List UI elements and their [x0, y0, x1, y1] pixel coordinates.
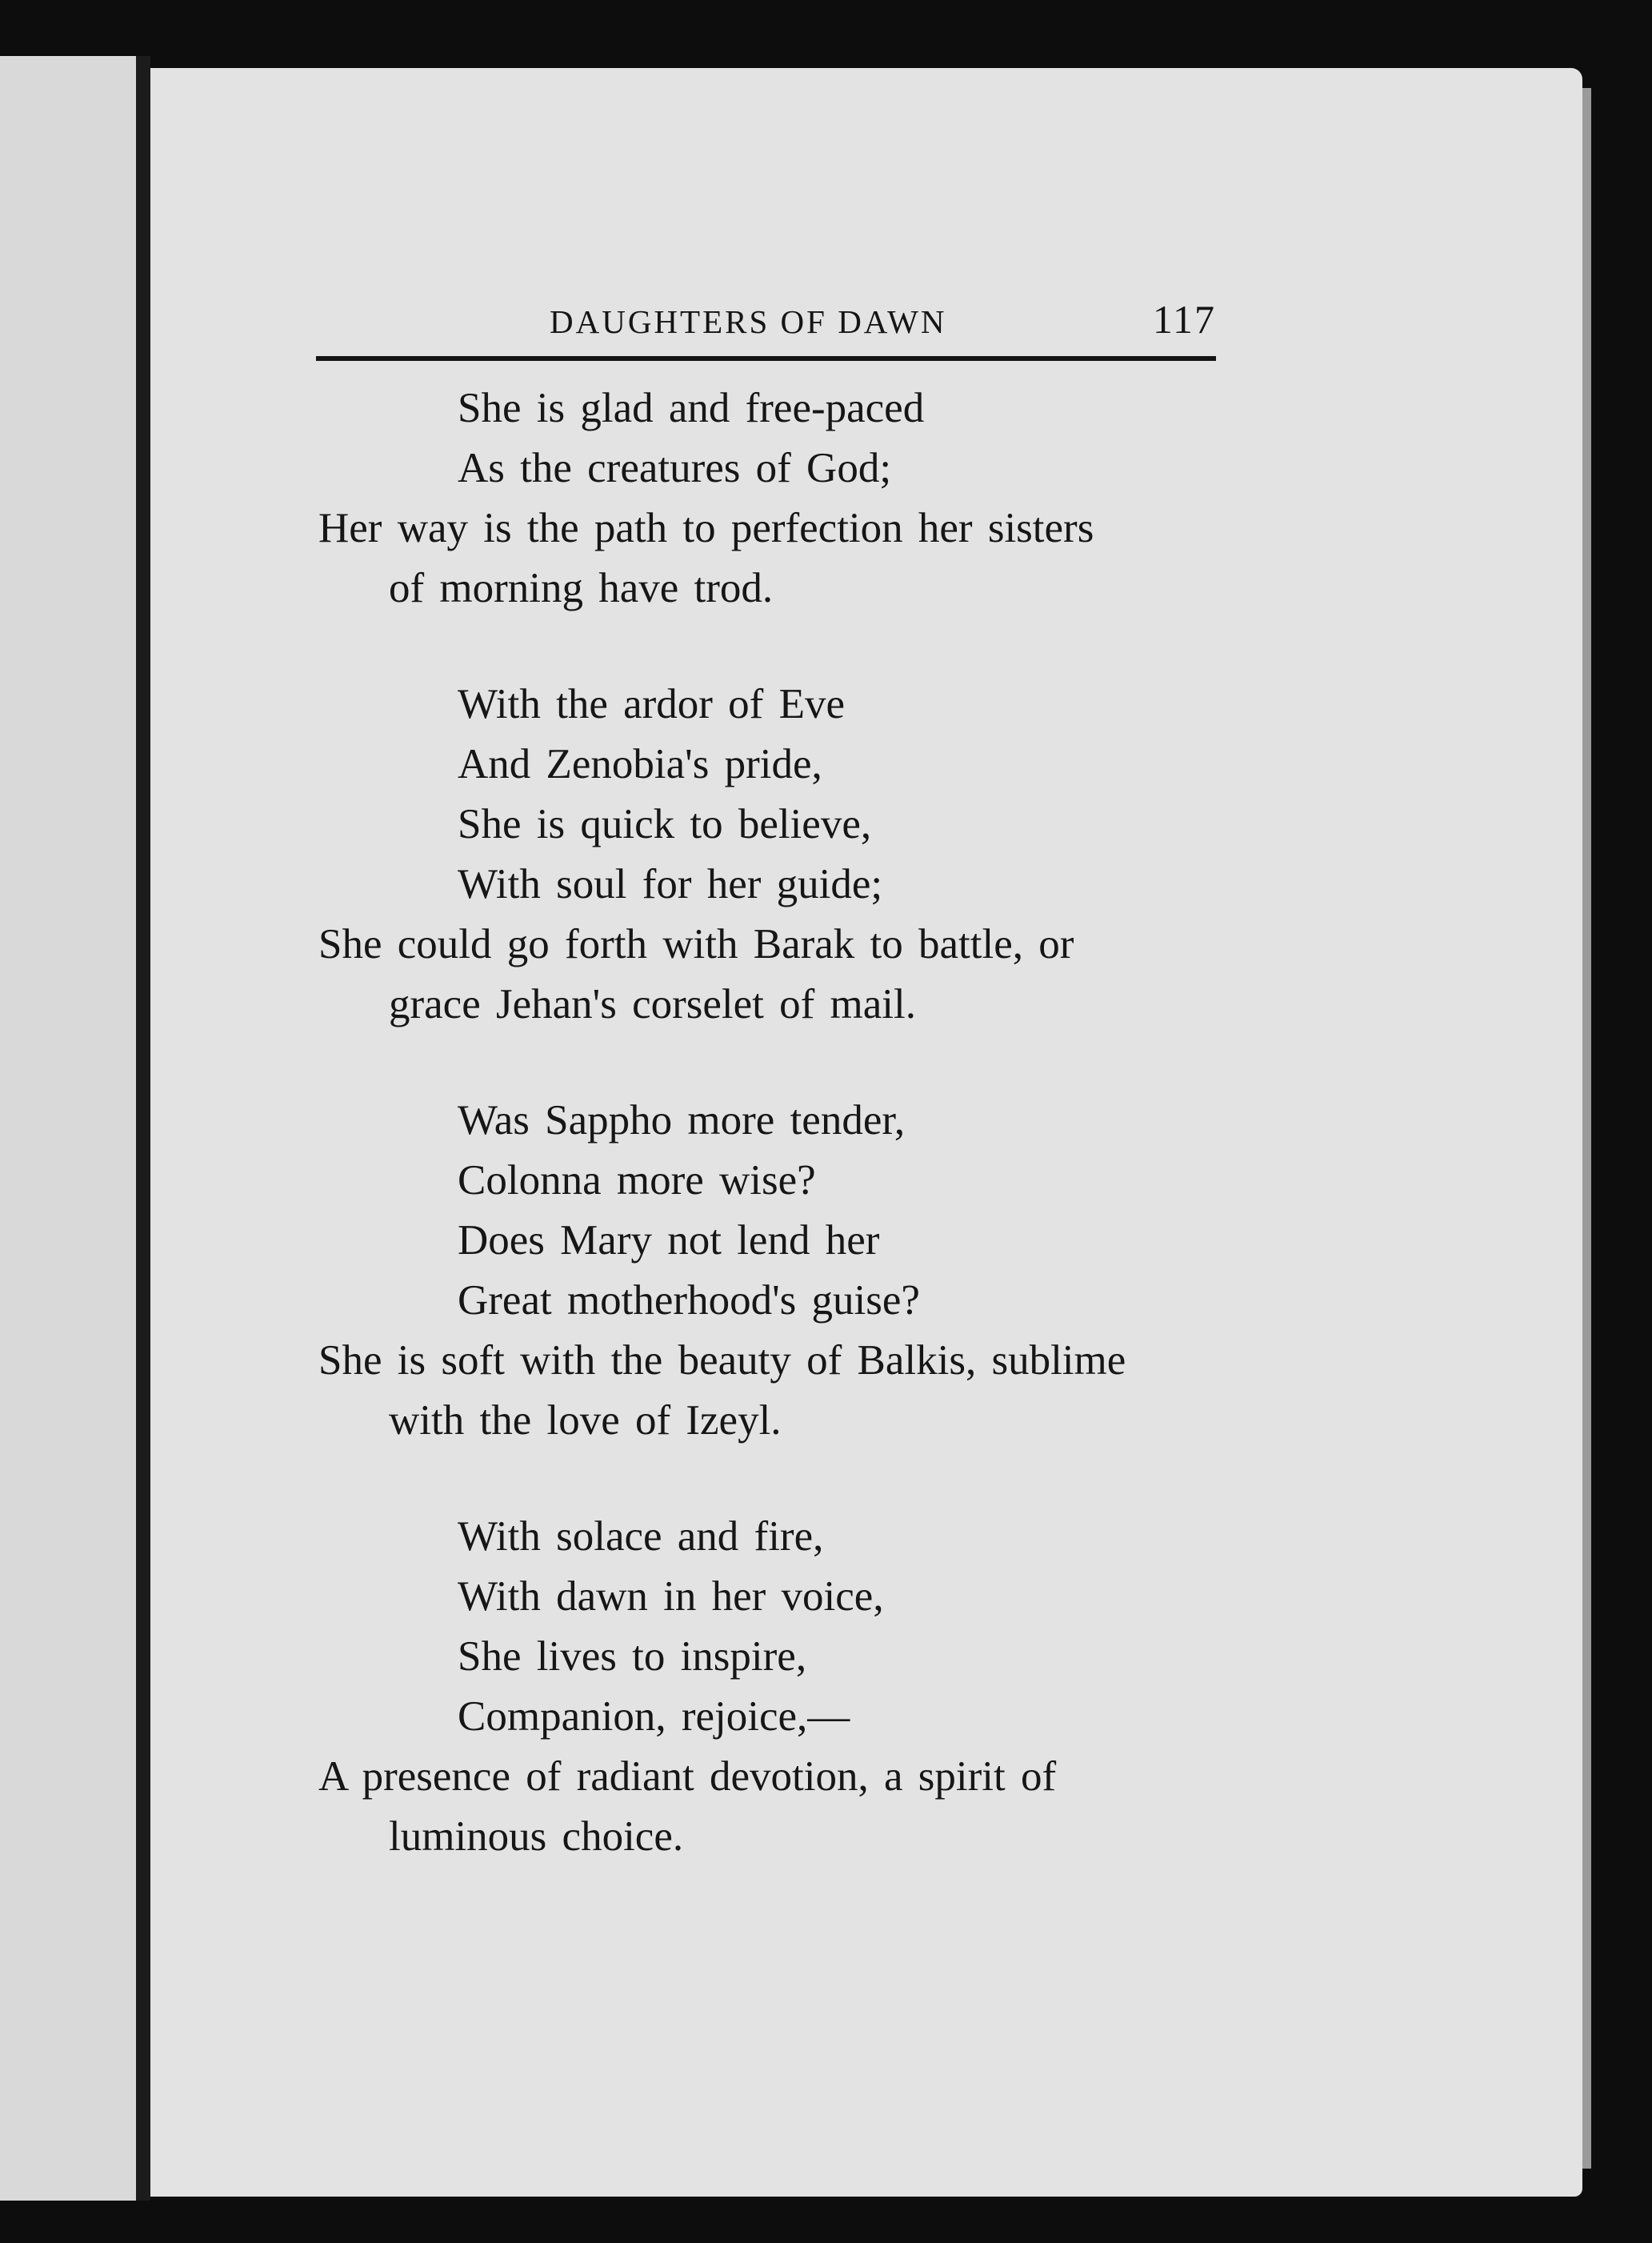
running-header	[316, 297, 1216, 350]
facing-page-edge	[0, 56, 142, 2201]
poem-line: A presence of radiant devotion, a spirit of	[318, 1753, 1057, 1800]
poem-line: With soul for her guide;	[458, 861, 883, 907]
poem-line: Great motherhood's guise?	[458, 1277, 920, 1324]
poem-line: She lives to inspire,	[458, 1633, 807, 1680]
poem-line: Was Sappho more tender,	[458, 1097, 906, 1144]
poem-line: Does Mary not lend her	[458, 1217, 880, 1264]
poem-line: She is quick to believe,	[458, 801, 872, 847]
running-title: DAUGHTERS OF DAWN	[550, 303, 947, 340]
poem-line: She is soft with the beauty of Balkis, sublime	[318, 1337, 1126, 1384]
poem-line: Companion, rejoice,—	[458, 1693, 850, 1740]
poem-line: grace Jehan's corselet of mail.	[389, 981, 916, 1027]
poem-line: With solace and fire,	[458, 1513, 824, 1560]
poem-line: She is glad and free-paced	[458, 385, 925, 431]
poem-line: With dawn in her voice,	[458, 1573, 884, 1620]
poem-line: As the creatures of God;	[458, 445, 892, 491]
poem-line: luminous choice.	[389, 1813, 684, 1860]
poem-line: She could go forth with Barak to battle, or	[318, 921, 1074, 967]
header-rule	[316, 356, 1216, 361]
page-number: 117	[1152, 297, 1216, 342]
book-binding	[136, 56, 150, 2201]
poem-line: And Zenobia's pride,	[458, 741, 822, 787]
poem-line: With the ardor of Eve	[458, 681, 845, 727]
poem-line: Colonna more wise?	[458, 1157, 816, 1204]
poem-line: with the love of Izeyl.	[389, 1397, 782, 1444]
poem-line: of morning have trod.	[389, 565, 774, 611]
poem-line: Her way is the path to perfection her sisters	[318, 505, 1094, 551]
